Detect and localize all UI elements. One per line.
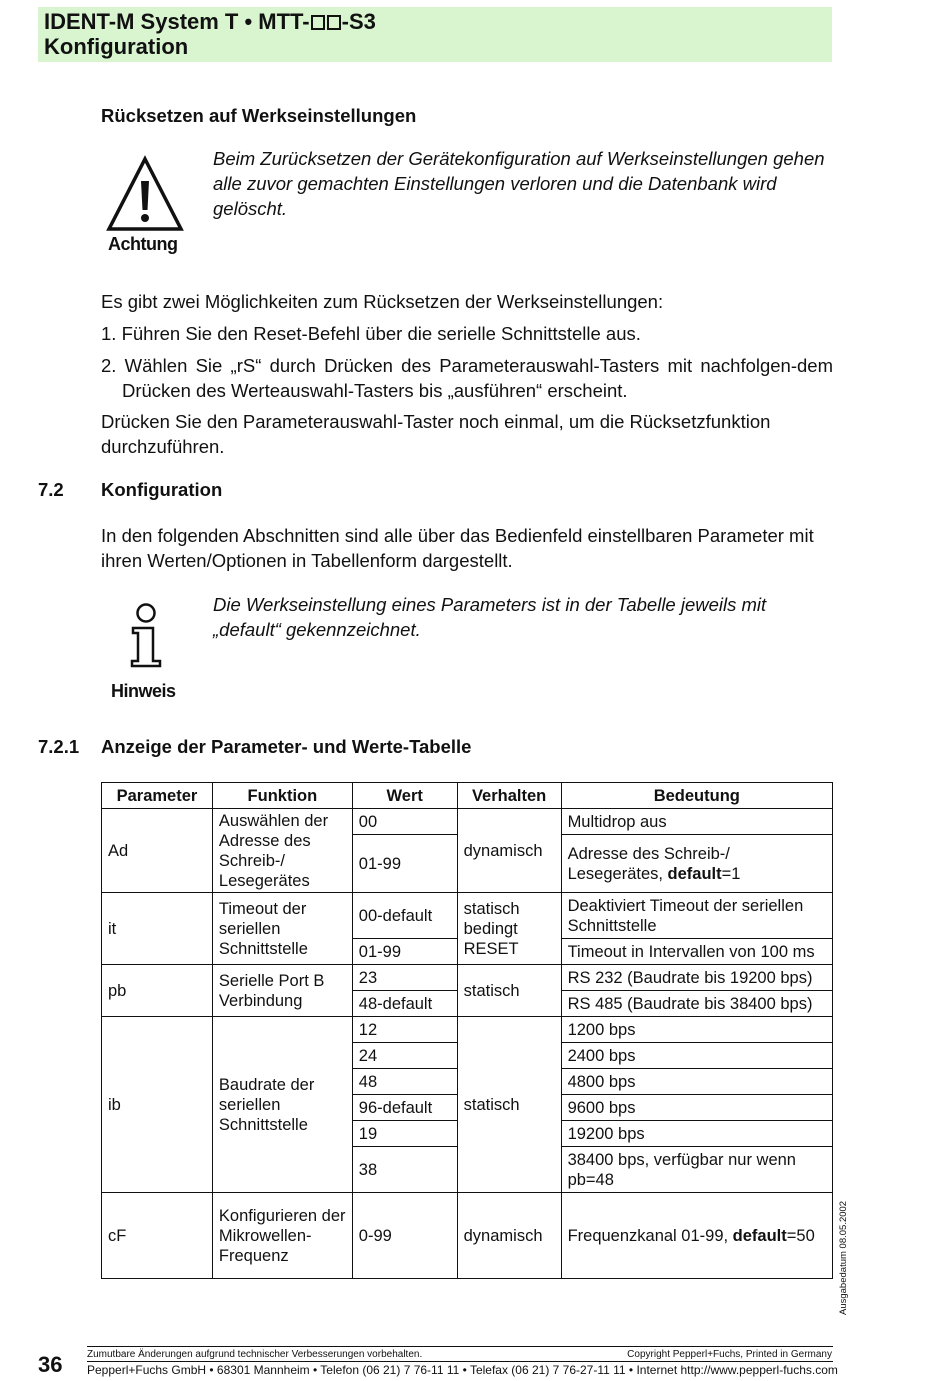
behavior-cell: statisch xyxy=(457,965,561,1017)
table-row xyxy=(102,965,833,991)
value-cell: 01-99 xyxy=(352,835,457,893)
function-cell: Konfigurieren der Mikrowellen-Frequenz xyxy=(212,1193,352,1279)
section-number: 7.2 xyxy=(38,479,64,500)
warning-label: Achtung xyxy=(108,234,178,254)
reset-heading: Rücksetzen auf Werkseinstellungen xyxy=(101,105,417,126)
table-row xyxy=(102,893,833,939)
footer-address: Pepperl+Fuchs GmbH • 68301 Mannheim • Telefon (06 21) 7 76-11 11 • Telefax (06 21) 7 76-27-11 11 • Internet http://www.pepperl-fuchs.com xyxy=(87,1363,838,1377)
footer-divider xyxy=(87,1346,833,1347)
page-number: 36 xyxy=(38,1352,63,1377)
issue-date-note: Ausgabedatum 08.05.2002 xyxy=(838,1200,849,1315)
header-subtitle: Konfiguration xyxy=(44,34,189,59)
value-cell: 00-default xyxy=(352,893,457,939)
placeholder-box-icon xyxy=(327,15,341,30)
table-row xyxy=(102,809,833,835)
column-header: Verhalten xyxy=(457,783,561,809)
value-cell: 23 xyxy=(352,965,457,991)
warning-text: Beim Zurücksetzen der Gerätekonfiguration auf Werkseinstellungen gehen alle zuvor gemachten Einstellungen verloren und die Datenbank wird gelöscht. xyxy=(213,148,825,219)
table-header-row xyxy=(102,783,833,809)
reset-intro: Es gibt zwei Möglichkeiten zum Rücksetzen der Werkseinstellungen: xyxy=(101,291,664,312)
meaning-cell: RS 485 (Baudrate bis 38400 bps) xyxy=(561,991,832,1017)
behavior-cell: dynamisch xyxy=(457,809,561,893)
column-header: Parameter xyxy=(102,783,213,809)
column-header: Wert xyxy=(352,783,457,809)
page-header xyxy=(38,7,832,62)
meaning-cell: 2400 bps xyxy=(561,1043,832,1069)
reset-final: Drücken Sie den Parameterauswahl-Taster noch einmal, um die Rücksetzfunktion durchzuführen. xyxy=(101,411,771,457)
footer-copyright: Copyright Pepperl+Fuchs, Printed in Germany xyxy=(627,1349,832,1360)
meaning-cell: Timeout in Intervallen von 100 ms xyxy=(561,939,832,965)
behavior-cell: statisch bedingt RESET xyxy=(457,893,561,965)
reset-step-1: 1. Führen Sie den Reset-Befehl über die serielle Schnittstelle aus. xyxy=(101,323,641,344)
meaning-cell: 19200 bps xyxy=(561,1121,832,1147)
value-cell: 48 xyxy=(352,1069,457,1095)
column-header: Bedeutung xyxy=(561,783,832,809)
function-cell: Baudrate der seriellen Schnittstelle xyxy=(212,1017,352,1193)
subsection-number: 7.2.1 xyxy=(38,736,80,757)
meaning-cell: 4800 bps xyxy=(561,1069,832,1095)
value-cell: 24 xyxy=(352,1043,457,1069)
table-row xyxy=(102,1017,833,1043)
value-cell: 96-default xyxy=(352,1095,457,1121)
value-cell: 48-default xyxy=(352,991,457,1017)
behavior-cell: statisch xyxy=(457,1017,561,1193)
param-cell: cF xyxy=(102,1193,213,1279)
value-cell: 19 xyxy=(352,1121,457,1147)
subsection-title: Anzeige der Parameter- und Werte-Tabelle xyxy=(101,736,472,757)
behavior-cell: dynamisch xyxy=(457,1193,561,1279)
param-cell: it xyxy=(102,893,213,965)
meaning-cell: Multidrop aus xyxy=(561,809,832,835)
function-cell: Auswählen der Adresse des Schreib-/ Lesegerätes xyxy=(212,809,352,893)
table-row xyxy=(102,1193,833,1279)
placeholder-box-icon xyxy=(311,15,325,30)
value-cell: 00 xyxy=(352,809,457,835)
value-cell: 38 xyxy=(352,1147,457,1193)
meaning-cell: Deaktiviert Timeout der seriellen Schnittstelle xyxy=(561,893,832,939)
footer-divider xyxy=(87,1361,833,1362)
info-icon xyxy=(128,603,164,669)
reset-step-2: 2. Wählen Sie „rS“ durch Drücken des Parameterauswahl-Tasters mit nachfolgen-dem Drücken des Werteauswahl-Tasters bis „ausführen“ erscheint. xyxy=(101,355,833,401)
value-cell: 0-99 xyxy=(352,1193,457,1279)
section-text: In den folgenden Abschnitten sind alle über das Bedienfeld einstellbaren Parameter mit ihren Werten/Optionen in Tabellenform dargestellt. xyxy=(101,525,814,571)
meaning-cell: 1200 bps xyxy=(561,1017,832,1043)
param-cell: pb xyxy=(102,965,213,1017)
function-cell: Serielle Port B Verbindung xyxy=(212,965,352,1017)
hint-text: Die Werkseinstellung eines Parameters ist in der Tabelle jeweils mit „default“ gekennzeichnet. xyxy=(213,594,767,640)
footer-disclaimer: Zumutbare Änderungen aufgrund technischer Verbesserungen vorbehalten. xyxy=(87,1349,423,1360)
meaning-cell: 38400 bps, verfügbar nur wenn pb=48 xyxy=(561,1147,832,1193)
value-cell: 01-99 xyxy=(352,939,457,965)
hint-label: Hinweis xyxy=(111,681,176,701)
meaning-cell: Adresse des Schreib-/ Lesegerätes, default=1 xyxy=(561,835,832,893)
param-cell: Ad xyxy=(102,809,213,893)
value-cell: 12 xyxy=(352,1017,457,1043)
column-header: Funktion xyxy=(212,783,352,809)
warning-icon xyxy=(106,155,184,233)
function-cell: Timeout der seriellen Schnittstelle xyxy=(212,893,352,965)
meaning-cell: 9600 bps xyxy=(561,1095,832,1121)
parameter-table xyxy=(101,782,833,1279)
header-title: IDENT-M System T • MTT- -S3 xyxy=(44,9,376,34)
meaning-cell: RS 232 (Baudrate bis 19200 bps) xyxy=(561,965,832,991)
meaning-cell: Frequenzkanal 01-99, default=50 xyxy=(561,1193,832,1279)
section-title: Konfiguration xyxy=(101,479,223,500)
param-cell: ib xyxy=(102,1017,213,1193)
